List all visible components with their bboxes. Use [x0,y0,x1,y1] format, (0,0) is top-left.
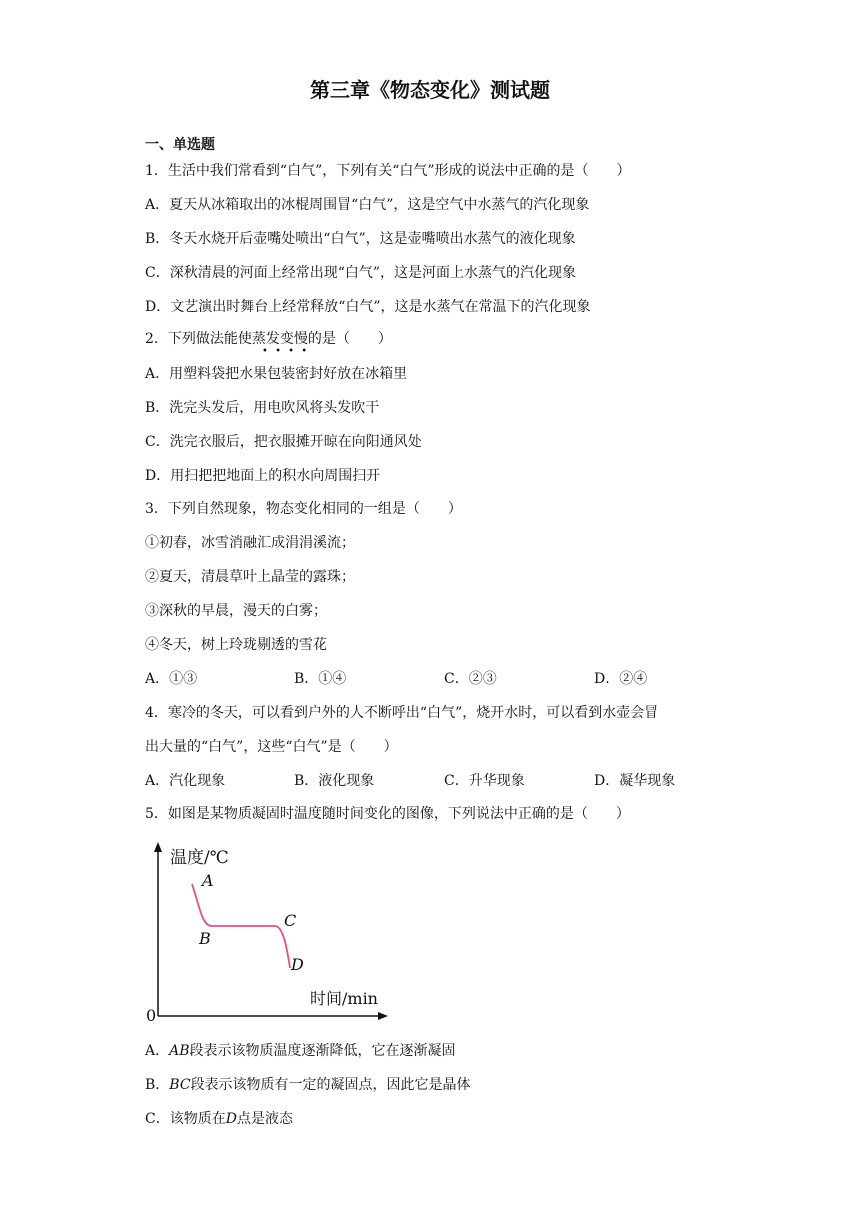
q4-option-a: A．汽化现象 [145,773,226,789]
point-label-c: C [284,911,297,930]
q3-stem: 3．下列自然现象，物态变化相同的一组是（ ） [145,501,462,517]
q3-option-a: A．①③ [145,671,198,687]
q3-option-c: C．②③ [444,671,497,687]
x-axis [158,1012,388,1020]
point-label-b: B [199,929,211,948]
q2-option-a: A．用塑料袋把水果包装密封好放在冰箱里 [145,366,408,382]
q5-option-c [145,1109,293,1129]
option-text: 段表示该物质有一定的凝固点，因此它是晶体 [190,1077,471,1093]
y-axis-label: 温度/℃ [170,848,229,868]
q4-option-c: C．升华现象 [444,773,525,789]
q2-option-b: B．洗完头发后，用电吹风将头发吹干 [145,400,380,416]
q3-item-3: ③深秋的早晨，漫天的白雾； [145,603,327,619]
solidification-graph [140,838,400,1028]
q4-stem-line2: 出大量的“白气”，这些“白气”是（ ） [145,739,398,755]
option-letter: A． [145,1043,170,1059]
q4-stem-line1: 4．寒冷的冬天，可以看到户外的人不断呼出“白气”，烧开水时，可以看到水壶会冒 [145,705,659,721]
q2-option-d: D．用扫把把地面上的积水向周围扫开 [145,468,381,484]
q1-option-d: D．文艺演出时舞台上经常释放“白气”，这是水蒸气在常温下的汽化现象 [145,299,591,315]
origin-label: 0 [146,1006,157,1025]
q5-option-a [145,1041,456,1061]
point-label-d: D [291,955,304,974]
q1-option-a: A．夏天从冰箱取出的冰棍周围冒“白气”，这是空气中水蒸气的汽化现象 [145,197,590,213]
option-text: 点是液态 [236,1111,293,1127]
q1-stem: 1．生活中我们常看到“白气”，下列有关“白气”形成的说法中正确的是（ ） [145,163,631,179]
q2-option-c: C．洗完衣服后，把衣服摊开晾在向阳通风处 [145,434,422,450]
point-label-a: A [202,871,214,890]
q1-option-c: C．深秋清晨的河面上经常出现“白气”，这是河面上水蒸气的汽化现象 [145,265,577,281]
option-text: 段表示该物质温度逐渐降低，它在逐渐凝固 [189,1043,456,1059]
emphasis-dots: • • • • [262,346,310,357]
section-heading: 一、单选题 [145,137,215,153]
segment-label: BC [169,1077,191,1093]
option-text: C．该物质在 [145,1111,226,1127]
q3-option-d: D．②④ [594,671,648,687]
q4-option-b: B．液化现象 [294,773,375,789]
q4-option-d: D．凝华现象 [594,773,676,789]
q5-stem: 5．如图是某物质凝固时温度随时间变化的图像，下列说法中正确的是（ ） [145,806,630,822]
q3-item-4: ④冬天，树上玲珑剔透的雪花 [145,637,327,653]
q1-option-b: B．冬天水烧开后壶嘴处喷出“白气”，这是壶嘴喷出水蒸气的液化现象 [145,231,576,247]
option-letter: B． [145,1077,170,1093]
q3-item-2: ②夏天，清晨草叶上晶莹的露珠； [145,569,355,585]
cooling-curve [192,884,290,968]
q3-option-b: B．①④ [294,671,347,687]
point-label: D [225,1111,237,1127]
q5-option-b [145,1075,471,1095]
x-axis-label: 时间/min [310,989,378,1008]
y-axis [154,842,162,1016]
segment-label: AB [169,1043,190,1059]
q2-stem: 2．下列做法能使蒸发变慢的是（ ） [145,331,392,347]
q3-item-1: ①初春，冰雪消融汇成涓涓溪流； [145,535,355,551]
page-title: 第三章《物态变化》测试题 [310,78,550,102]
